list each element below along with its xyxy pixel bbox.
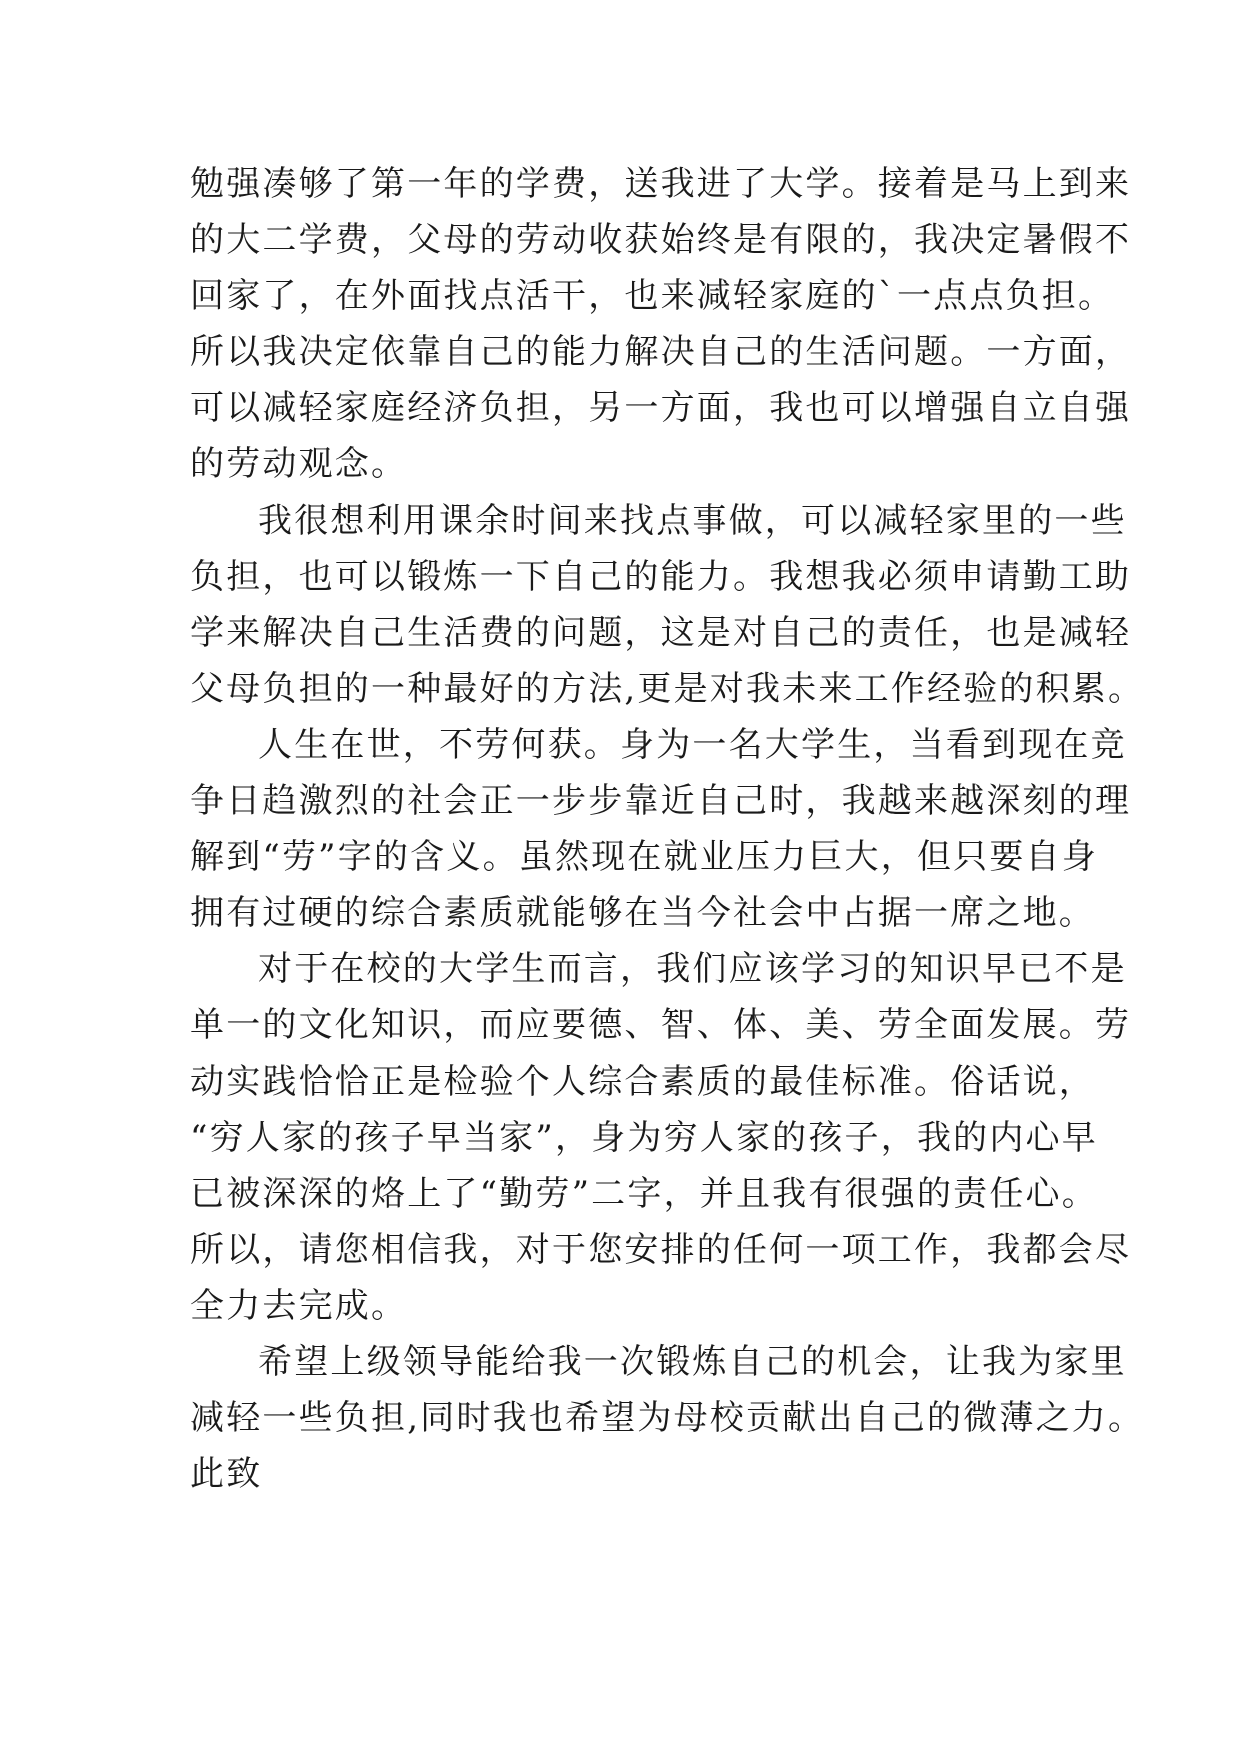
text-line: 的劳动观念。 [190,444,408,485]
paragraph-first-line: 我很想利用课余时间来找点事做，可以减轻家里的一些 [258,500,1127,541]
text-line: 拥有过硬的综合素质就能够在当今社会中占据一席之地。 [190,893,1095,934]
text-line: 争日趋激烈的社会正一步步靠近自己时，我越来越深刻的理 [190,781,1132,822]
text-line: 负担，也可以锻炼一下自己的能力。我想我必须申请勤工助 [190,556,1132,597]
text-line: 回家了，在外面找点活干，也来减轻家庭的`一点点负担。 [190,276,1115,317]
text-line: 父母负担的一种最好的方法,更是对我未来工作经验的积累。 [190,668,1145,709]
text-line: 动实践恰恰正是检验个人综合素质的最佳标准。俗话说， [190,1061,1095,1102]
text-line: 全力去完成。 [190,1285,408,1326]
text-line: “穷人家的孩子早当家”，身为穷人家的孩子，我的内心早 [190,1117,1098,1158]
text-line: 减轻一些负担,同时我也希望为母校贡献出自己的微薄之力。 [190,1398,1145,1439]
closing-salutation: 此致 [190,1454,263,1495]
letter-body [190,156,1145,1502]
paragraph-first-line: 人生在世，不劳何获。身为一名大学生，当看到现在竞 [258,724,1127,765]
text-line: 解到“劳”字的含义。虽然现在就业压力巨大，但只要自身 [190,837,1098,878]
text-line: 可以减轻家庭经济负担，另一方面，我也可以增强自立自强 [190,388,1132,429]
paragraph-first-line: 希望上级领导能给我一次锻炼自己的机会，让我为家里 [258,1341,1127,1382]
text-line: 勉强凑够了第一年的学费，送我进了大学。接着是马上到来 [190,164,1132,204]
text-line: 已被深深的烙上了“勤劳”二字，并且我有很强的责任心。 [190,1173,1098,1214]
text-line: 所以我决定依靠自己的能力解决自己的生活问题。一方面， [190,332,1132,373]
text-line: 的大二学费，父母的劳动收获始终是有限的，我决定暑假不 [190,220,1132,261]
text-line: 所以，请您相信我，对于您安排的任何一项工作，我都会尽 [190,1229,1132,1270]
text-line: 学来解决自己生活费的问题，这是对自己的责任，也是减轻 [190,612,1132,653]
paragraph-first-line: 对于在校的大学生而言，我们应该学习的知识早已不是 [258,949,1127,990]
text-line: 单一的文化知识，而应要德、智、体、美、劳全面发展。劳 [190,1005,1132,1046]
